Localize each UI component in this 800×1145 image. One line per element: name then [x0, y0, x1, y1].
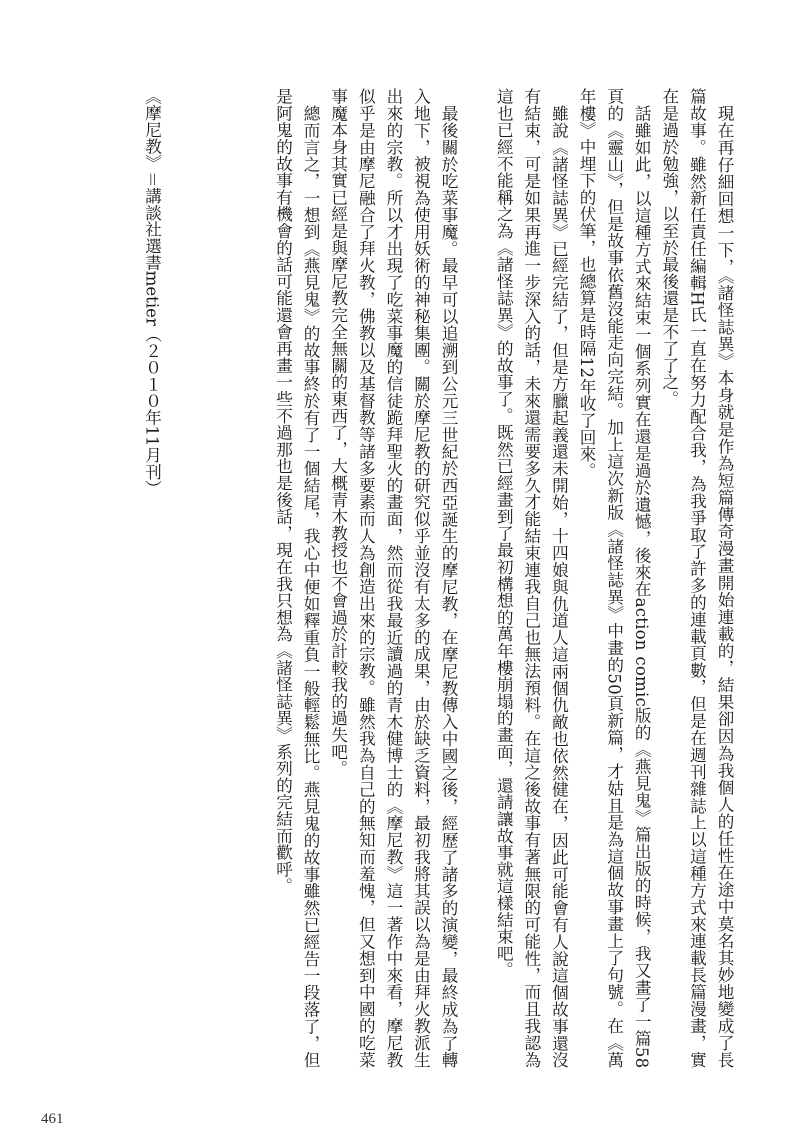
paragraph-2: 話雖如此，以這種方式來結束一個系列實在還是過於遺憾，後來在action comic版的《燕見鬼》篇出版的時候，我又畫了一篇58頁的《靈山》，但是故事依舊沒能走向完結。加上這次新版《諸怪誌異》中畫的50頁新篇，才姑且是為這個故事畫上了句號。在《萬年樓》中埋下的伏筆，也總算是時隔12年收了回來。	[577, 88, 652, 1068]
page-number: 461	[41, 1111, 64, 1127]
paragraph-3: 雖說《諸怪誌異》已經完結了，但是方臘起義還未開始，十四娘與仇道人這兩個仇敵也依然健在，因此可能會有人說這個故事還沒有結束，可是如果再進一步深入的話，未來還需要多久才能結束連我自己也無法預料。在這之後故事有著無限的可能性，而且我認為這也已經不能稱之為《諸怪誌異》的故事了。既然已經畫到了最初構想的萬年樓崩塌的畫面，還請讓故事就這樣結束吧。	[494, 88, 569, 1068]
paragraph-4: 最後關於吃菜事魔。最早可以追溯到公元三世紀於西亞誕生的摩尼教，在摩尼教傳入中國之後，經歷了諸多的演變，最終成為了轉入地下，被視為使用妖術的神秘集團。關於摩尼教的研究似乎並沒有太多的成果，由於缺乏資料，最初我將其誤以為是由拜火教派生出來的宗教。所以才出現了吃菜事魔的信徒跪拜聖火的畫面，然而從我最近讀過的青木健博士的《摩尼教》這一著作中來看，摩尼教似乎是由摩尼融合了拜火教，佛教以及基督教等諸多要素而人為創造出來的宗教。雖然我為自己的無知而羞愧，但又想到中國的吃菜事魔本身其實已經是與摩尼教完全無關的東西了，大概青木教授也不會過於計較我的過失吧。	[328, 88, 459, 1068]
source-note: 《摩尼教》＝講談社選書metier（２０１０年11月刊）	[142, 88, 162, 497]
paragraph-5: 總而言之，一想到《燕見鬼》的故事終於有了一個結尾，我心中便如釋重負一般輕鬆無比。燕見鬼的故事雖然已經告一段落了，但是阿鬼的故事有機會的話可能還會再畫一些不過那也是後話，現在我只想為《諸怪誌異》系列的完結而歡呼。	[273, 88, 321, 1068]
afterword-text	[269, 88, 738, 1068]
paragraph-1: 現在再仔細回想一下，《諸怪誌異》本身就是作為短篇傳奇漫畫開始連載的，結果卻因為我個人的任性在途中莫名其妙地變成了長篇故事。雖然新任責任編輯H氏一直在努力配合我，為我爭取了許多的連載頁數，但是在週刊雜誌上以這種方式來連載長篇漫畫，實在是過於勉強，以至於最後還是不了了之。	[659, 88, 734, 1068]
